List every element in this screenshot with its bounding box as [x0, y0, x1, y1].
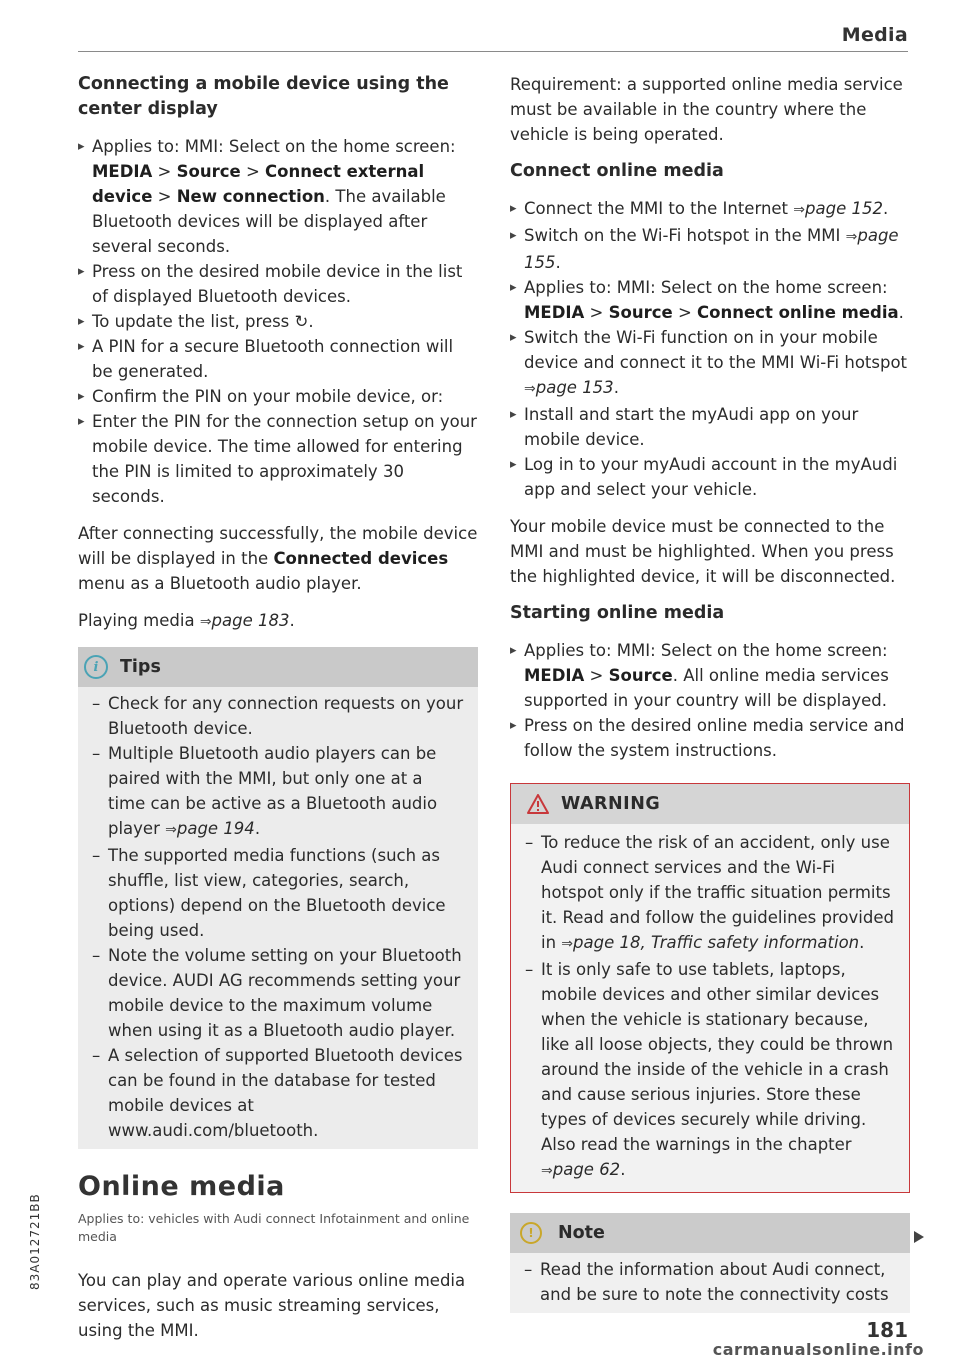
note-body [510, 1253, 910, 1313]
playing-media-paragraph: Playing media ⇒page 183. [78, 611, 295, 630]
step-item: ▸ Switch the Wi-Fi function on in your mobile device and connect it to the MMI Wi-Fi hotspot ⇒page 153. [510, 325, 910, 402]
connect-mobile-heading: Connecting a mobile device using the center display [78, 74, 449, 119]
tip-item: – Note the volume setting on your Bluetooth device. AUDI AG recommends setting your mobile device to the maximum volume when using it as a Bluetooth audio player. [92, 943, 464, 1043]
ref-arrow-icon: ⇒ [199, 614, 212, 630]
ref-arrow-icon: ⇒ [793, 202, 806, 218]
header-rule [78, 51, 908, 52]
left-column [78, 72, 478, 1355]
page-link[interactable]: page 152 [805, 199, 883, 218]
warning-box [510, 783, 910, 1193]
page-link[interactable]: page 153 [535, 378, 614, 397]
tip-item: – Multiple Bluetooth audio players can be paired with the MMI, but only one at a time can be active as a Bluetooth audio player ⇒page 194. [92, 741, 464, 843]
step-item: ▸ Connect the MMI to the Internet ⇒page 152. [510, 196, 910, 223]
note-item: – Read the information about Audi connect, and be sure to note the connectivity costs [524, 1257, 898, 1307]
requirement-paragraph: Requirement: a supported online media service must be available in the country where the vehicle is being operated. [510, 75, 903, 144]
after-connecting-paragraph: After connecting successfully, the mobile device will be displayed in the Connected devices menu as a Bluetooth audio player. [78, 524, 478, 593]
watermark: carmanualsonline.info [712, 1340, 924, 1359]
page-number: 181 [866, 1318, 908, 1342]
step-item: ▸ To update the list, press ↻. [78, 309, 478, 334]
tip-item: – The supported media functions (such as shuffle, list view, categories, search, options) depend on the Bluetooth device being used. [92, 843, 464, 943]
warning-title: WARNING [561, 794, 661, 814]
step-item: ▸ Press on the desired online media service and follow the system instructions. [510, 713, 910, 763]
step-item: ▸ Enter the PIN for the connection setup on your mobile device. The time allowed for entering the PIN is limited to approximately 30 seconds. [78, 409, 478, 509]
step-item: ▸ A PIN for a secure Bluetooth connection will be generated. [78, 334, 478, 384]
warning-item: – It is only safe to use tablets, laptops, mobile devices and other similar devices when the vehicle is stationary because, like all loose objects, they could be thrown around the inside of the vehicle in a crash and cause serious injuries. Store these types of devices securely while driving. Also read the warnings in the chapter ⇒page 62. [525, 957, 897, 1184]
applies-to-note: Applies to: vehicles with Audi connect Infotainment and online media [78, 1211, 470, 1244]
step-item: ▸ Press on the desired mobile device in the list of displayed Bluetooth devices. [78, 259, 478, 309]
connect-mobile-steps [78, 134, 478, 509]
step-item: ▸ Log in to your myAudi account in the myAudi app and select your vehicle. [510, 452, 910, 502]
warning-header [511, 784, 909, 824]
ref-arrow-icon: ⇒ [165, 822, 177, 838]
connect-online-heading: Connect online media [510, 161, 724, 181]
ref-arrow-icon: ⇒ [541, 1163, 553, 1179]
tips-box [78, 647, 478, 1149]
info-icon: i [84, 655, 108, 679]
step-item: ▸ Applies to: MMI: Select on the home screen: MEDIA > Source. All online media services supported in your country will be displayed. [510, 638, 910, 713]
warning-body [511, 824, 909, 1192]
note-box [510, 1213, 910, 1313]
device-highlight-paragraph: Your mobile device must be connected to the MMI and must be highlighted. When you press the highlighted device, it will be disconnected. [510, 517, 896, 586]
note-exclamation-icon: ! [520, 1222, 542, 1244]
step-item: ▸ Switch on the Wi-Fi hotspot in the MMI ⇒page 155. [510, 223, 910, 275]
page-link[interactable]: page 194 [176, 819, 255, 838]
page-link[interactable]: page 183 [211, 611, 290, 630]
tip-item: – Check for any connection requests on your Bluetooth device. [92, 691, 464, 741]
tips-title: Tips [120, 657, 161, 677]
ref-arrow-icon: ⇒ [524, 381, 536, 397]
right-column [510, 72, 910, 1333]
note-title: Note [558, 1223, 605, 1243]
starting-online-steps [510, 638, 910, 763]
warning-item: – To reduce the risk of an accident, only use Audi connect services and the Wi-Fi hotspot only if the traffic situation permits it. Read and follow the guidelines provided in ⇒page 18, Traffic safety information. [525, 830, 897, 957]
note-header [510, 1213, 910, 1253]
connect-online-steps [510, 196, 910, 502]
online-media-title: Online media [78, 1171, 285, 1202]
document-id: 83A012721BB [28, 1193, 42, 1290]
page-link[interactable]: page 62 [552, 1160, 621, 1179]
continue-arrow-icon [914, 1231, 924, 1243]
step-item: ▸ Install and start the myAudi app on your mobile device. [510, 402, 910, 452]
online-media-intro: You can play and operate various online media services, such as music streaming services, using the MMI. [78, 1271, 466, 1340]
step-item: ▸ Applies to: MMI: Select on the home screen: MEDIA > Source > Connect online media. [510, 275, 910, 325]
tip-item: – A selection of supported Bluetooth devices can be found in the database for tested mobile devices at www.audi.com/bluetooth. [92, 1043, 464, 1143]
ref-arrow-icon: ⇒ [561, 936, 574, 952]
tips-header [78, 647, 478, 687]
starting-online-heading: Starting online media [510, 603, 725, 623]
ref-arrow-icon: ⇒ [845, 229, 858, 245]
page-link[interactable]: page 18, Traffic safety information [573, 933, 860, 952]
section-title: Media [841, 24, 908, 46]
step-item: ▸ Applies to: MMI: Select on the home screen: MEDIA > Source > Connect external device > New connection. The available Bluetooth devices will be displayed after several seconds. [78, 134, 478, 259]
page-link[interactable]: page 155 [524, 226, 899, 272]
tips-body [78, 687, 478, 1149]
warning-triangle-icon [527, 794, 549, 814]
step-item: ▸ Confirm the PIN on your mobile device, or: [78, 384, 478, 409]
